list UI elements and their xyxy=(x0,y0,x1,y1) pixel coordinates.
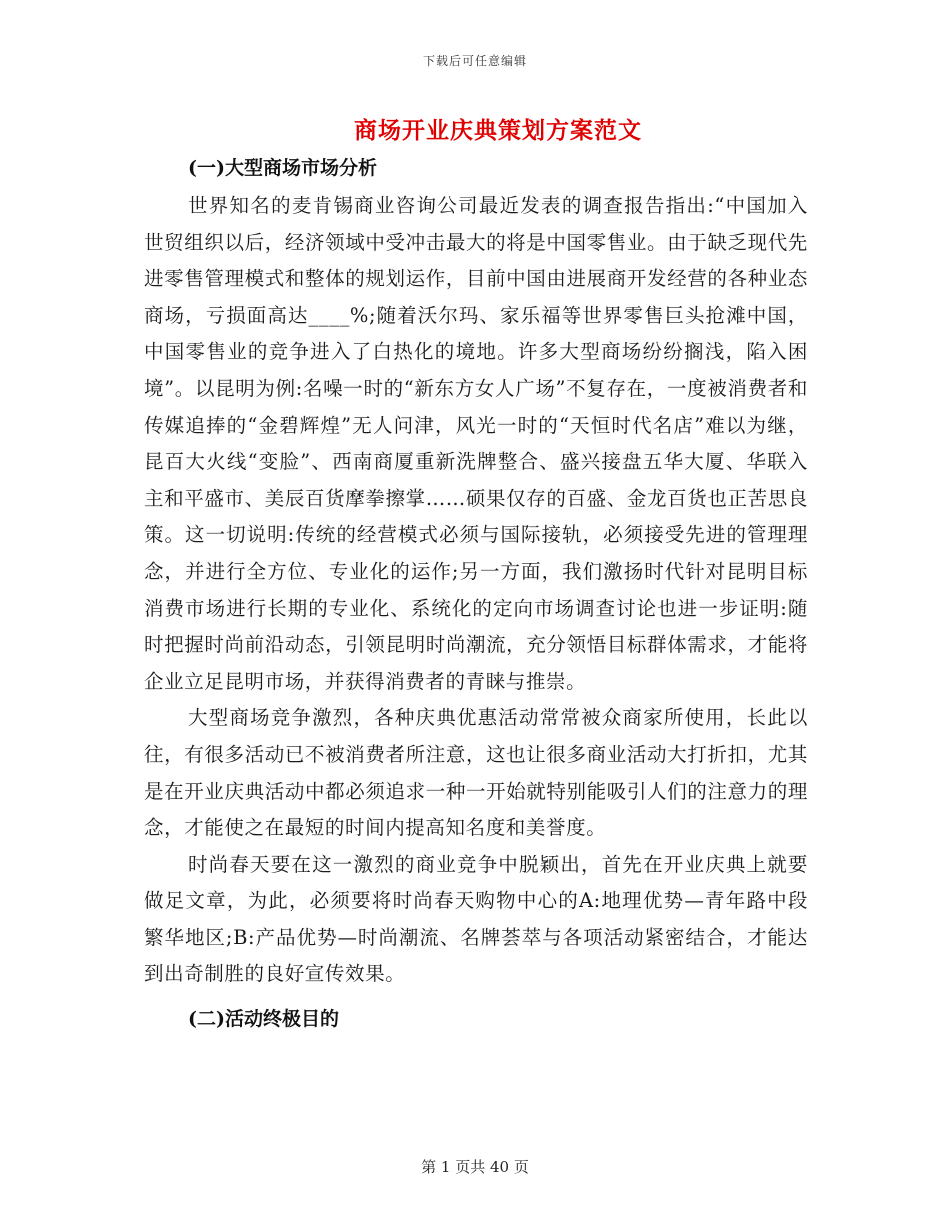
paragraph-1: 世界知名的麦肯锡商业咨询公司最近发表的调查报告指出:“中国加入世贸组织以后，经济领域中受冲击最大的将是中国零售业。由于缺乏现代先进零售管理模式和整体的规划运作，目前中国由进展商开发经营的各种业态商场，亏损面高达____%;随着沃尔玛、家乐福等世界零售巨头抢滩中国，中国零售业的竞争进入了白热化的境地。许多大型商场纷纷搁浅，陷入困境”。以昆明为例:名噪一时的“新东方女人广场”不复存在，一度被消费者和传媒追捧的“金碧辉煌”无人问津，风光一时的“天恒时代名店”难以为继，昆百大火线“变脸”、西南商厦重新洗牌整合、盛兴接盘五华大厦、华联入主和平盛市、美辰百货摩拳擦掌……硕果仅存的百盛、金龙百货也正苦思良策。这一切说明:传统的经营模式必须与国际接轨，必须接受先进的管理理念，并进行全方位、专业化的运作;另一方面，我们激扬时代针对昆明目标消费市场进行长期的专业化、系统化的定向市场调查讨论也进一步证明:随时把握时尚前沿动态，引领昆明时尚潮流，充分领悟目标群体需求，才能将企业立足昆明市场，并获得消费者的青睐与推崇。 xyxy=(144,194,808,693)
paragraph-2: 大型商场竞争激烈，各种庆典优惠活动常常被众商家所使用，长此以往，有很多活动已不被消费者所注意，这也让很多商业活动大打折扣，尤其是在开业庆典活动中都必须追求一种一开始就特别能吸引人们的注意力的理念，才能使之在最短的时间内提高知名度和美誉度。 xyxy=(144,706,808,840)
section-heading-activity-goal: (二)活动终极目的 xyxy=(188,1008,339,1031)
document-title: 商场开业庆典策划方案范文 xyxy=(354,117,642,144)
page-number: 第 1 页共 40 页 xyxy=(421,1158,529,1176)
paragraph-3: 时尚春天要在这一激烈的商业竞争中脱颖出，首先在开业庆典上就要做足文章，为此，必须要将时尚春天购物中心的A:地理优势—青年路中段繁华地区;B:产品优势—时尚潮流、名牌荟萃与各项活动紧密结合，才能达到出奇制胜的良好宣传效果。 xyxy=(144,852,808,986)
section-heading-market-analysis: (一)大型商场市场分析 xyxy=(188,157,377,179)
document-body xyxy=(144,148,808,1039)
page-header-note: 下载后可任意编辑 xyxy=(422,54,527,68)
